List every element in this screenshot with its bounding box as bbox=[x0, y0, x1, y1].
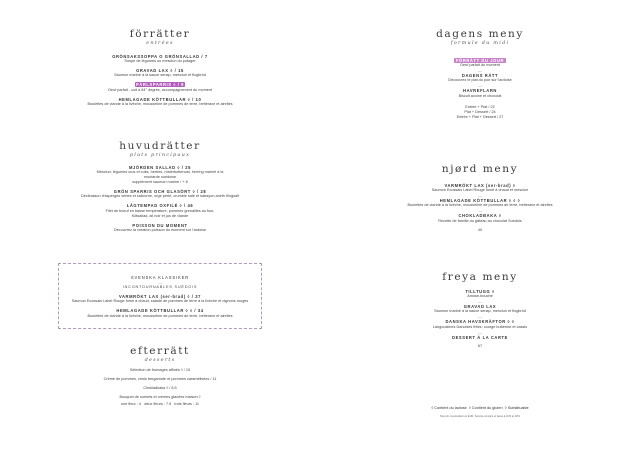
menu-item-desc: Oeuf parfait du moment bbox=[460, 63, 500, 68]
right-page bbox=[320, 0, 640, 453]
efterratt-section bbox=[0, 346, 320, 407]
menu-item-name: HAVREFLARN bbox=[463, 88, 497, 94]
section-subtitle: entrées bbox=[146, 40, 174, 46]
menu-item-name: MJÖRDEN SALLAD ◊ / 25 bbox=[129, 165, 191, 170]
dagens-section bbox=[320, 29, 640, 120]
divider: — bbox=[478, 314, 482, 320]
formula-price: Plat + Dessert / 24 bbox=[464, 109, 496, 114]
menu-item-desc: Boulettes de viande à la livèche, mousseline de pommes de terre, betterave et airelles bbox=[407, 203, 553, 208]
menu-item-name: VARMRÖKT LAX (ser-brad) ◊ bbox=[444, 183, 516, 188]
menu-item-name: CHOKLADBAKA ◊ bbox=[458, 213, 502, 219]
highlight-badge: FÖRRÄTT DU JOUR bbox=[455, 58, 505, 63]
menu-item-desc: Amuse-bouche bbox=[467, 294, 493, 299]
menu-item-name: LÅGTEMPAD OXFILÉ ◊ / 46 bbox=[126, 203, 194, 209]
price-one: une fleur : 4 bbox=[120, 402, 142, 406]
section-subtitle: INCONTOURNABLES SUÉDOIS bbox=[122, 285, 198, 290]
menu-item-desc: Déclinaison d'asperges vertes et salicorne, orge perlé, crumble salé et sabayon aneth flingsalt bbox=[81, 194, 239, 199]
menu-item-name: DAGENS RÄTT bbox=[461, 73, 499, 79]
section-subtitle: desserts bbox=[144, 357, 176, 363]
divider: — bbox=[478, 329, 482, 335]
menu-item-name: GRÖN SPARRIS OCH GLASÖRT ◊ / 28 bbox=[113, 189, 207, 195]
section-title: dagens meny bbox=[436, 28, 524, 40]
sorbet-prices bbox=[0, 402, 320, 407]
menu-item-desc: Saumon Ecossais Label Rouge fumé à chaud, salade de pommes de terre à la livèche et oignons rouges bbox=[71, 299, 249, 304]
menu-item-desc: Saumon mariné à la sauce senap, mesclun et flogbröd bbox=[114, 73, 206, 78]
legend bbox=[320, 406, 640, 419]
menu-item-extra: supplément saumon mariné / + 8 bbox=[132, 180, 188, 185]
klassiker-section bbox=[0, 275, 320, 319]
menu-item-desc: Découvrez le plat du jour sur l'ardoise bbox=[448, 78, 512, 83]
menu-price: 40 bbox=[477, 227, 483, 232]
dessert-item: Sélection de fromages affinés ◊ / 15 bbox=[129, 368, 191, 372]
menu-item-name: DESSERT À LA CARTE bbox=[452, 334, 508, 340]
menu-item-name: GRAVAD LAX bbox=[463, 304, 497, 310]
menu-price: 67 bbox=[477, 343, 483, 348]
price-three: trois fleurs : 11 bbox=[174, 402, 200, 406]
divider: — bbox=[478, 299, 482, 305]
menu-item-name: DANSKA HAVSKRÄFTOR ◊ ◊ bbox=[445, 319, 515, 325]
menu-item-name: HEMLAGADE KÖTTBULLAR ◊ ◊ / 34 bbox=[116, 308, 204, 314]
njord-section bbox=[320, 164, 640, 233]
section-title: freya meny bbox=[442, 271, 518, 283]
menu-item-name: VARMRÖKT LAX (ser-brad) ◊ / 37 bbox=[118, 294, 202, 300]
menu-item-desc: Boulettes de viande à la livèche, mousseline de pommes de terre, betterave et airelles bbox=[87, 101, 233, 106]
divider: — bbox=[478, 68, 482, 74]
menu-item-desc: Saumon mariné à la sauce senap, mesclun et flogbröd bbox=[434, 309, 526, 314]
menu-item-name: POISSON DU MOMENT bbox=[132, 222, 188, 228]
lactose-label: ◊ Contient du lactose bbox=[431, 406, 467, 410]
price-two: deux fleurs : 7.5 bbox=[144, 402, 172, 406]
section-title: huvudrätter bbox=[119, 140, 201, 152]
divider: — bbox=[478, 83, 482, 89]
menu-item-name: GRAVAD LAX ◊ / 15 bbox=[136, 68, 184, 74]
gluten-label: ◊ Contient du gluten bbox=[468, 406, 503, 410]
divider: — bbox=[478, 193, 482, 199]
menu-item-desc: Boulettes de viande à la livèche, mousseline de pommes de terre, betterave et airelles bbox=[87, 313, 233, 318]
substitute-label: ◊ Substituable bbox=[504, 406, 529, 410]
menu-item-name: GRÖNSAKSSOPPA O GRÖNSALLAD / 7 bbox=[112, 54, 208, 59]
menu-item-desc: Oeuf parfait - cuit à 64° degrés, accompagnement du moment bbox=[107, 87, 213, 92]
menu-item-desc: Découvrez la création poisson du moment sur l'ardoise bbox=[113, 227, 207, 232]
section-title: SVENSKA KLASSIKER bbox=[130, 275, 190, 280]
divider: — bbox=[158, 280, 162, 286]
highlight-badge: PÄRLSPARRIS ◊ / 9 bbox=[135, 82, 185, 88]
menu-item-desc: Recette de famille du gâteau au chocolat Suédois bbox=[438, 218, 522, 223]
huvudratter-section bbox=[0, 141, 320, 233]
menu-item-name: TILLTUGG ◊ bbox=[465, 289, 495, 294]
dessert-item: Chokladkaka ◊ / 8.5 bbox=[143, 386, 177, 390]
divider: — bbox=[478, 208, 482, 214]
section-title: njørd meny bbox=[441, 163, 519, 175]
menu-item-desc: Saumon Ecossais Label Rouge fumé à chaud et mesclun bbox=[431, 188, 529, 193]
menu-item-desc: Langoustines Danoises frites, courge butternut et cassis bbox=[432, 324, 528, 329]
menu-item-name: HEMLAGADE KÖTTBULLAR ◊ / 10 bbox=[118, 96, 202, 102]
menu-item-name: HEMLAGADE KÖTTBULLAR ◊ ◊ ◊ bbox=[439, 198, 521, 204]
section-subtitle: formule du midi bbox=[450, 40, 510, 46]
dessert-item: Crème de pommes, crinis bergamote et pommes caramélisées / 11 bbox=[103, 377, 217, 381]
freya-section bbox=[320, 272, 640, 349]
price-note: Nos prix s'entendent en EUR. Service compris et taxes à 10% et 20% bbox=[440, 415, 520, 418]
section-title: förrätter bbox=[129, 28, 191, 40]
section-title: efterrätt bbox=[130, 345, 190, 357]
menu-item-desc: Soupe de légumes ou mesclun du potager bbox=[124, 59, 196, 64]
section-subtitle: plats principaux bbox=[129, 152, 191, 158]
menu-item-desc: Biscuit avoine et chocolat bbox=[458, 93, 502, 98]
menu-item-desc: Filet de boeuf en basse température, pommes grenailles au four, Kötsallad, ail noir et jus de viande bbox=[105, 208, 215, 218]
dessert-item: Bouquet de sorbets et crèmes glacées maison ◊ bbox=[119, 395, 201, 399]
forratter-section bbox=[0, 29, 320, 107]
formula-price: Entrée + Plat / 22 bbox=[465, 104, 495, 109]
formula-price: Entrée + Plat + Dessert / 27 bbox=[456, 114, 504, 119]
menu-item-desc: Mesclun, légumes crus et cuits, herbes, rösterbottenost, herring mariné à la moutarde suédoise bbox=[96, 170, 224, 180]
